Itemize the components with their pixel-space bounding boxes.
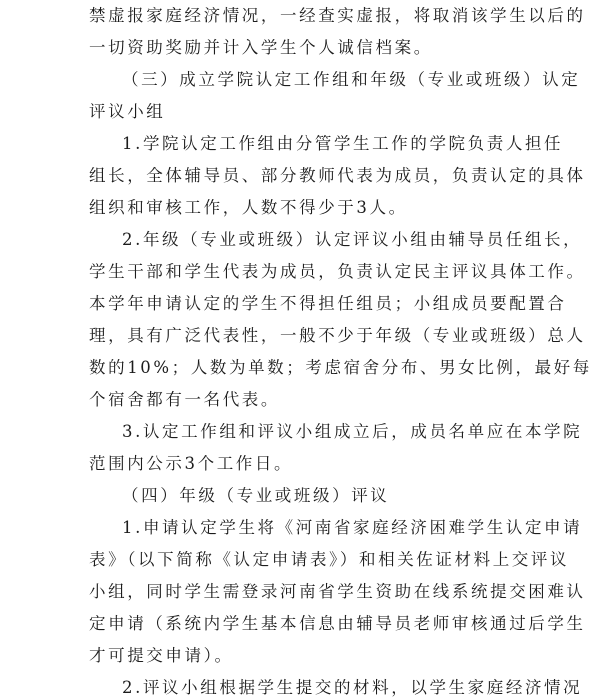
text-line: 组织和审核工作，人数不得少于3人。	[89, 198, 408, 217]
text-line: 理，具有广泛代表性，一般不少于年级（专业或班级）总人	[89, 326, 586, 345]
text-line: 才可提交申请）。	[89, 646, 234, 665]
text-line: 学生干部和学生代表为成员，负责认定民主评议具体工作。	[89, 262, 586, 281]
text-line: 3.认定工作组和评议小组成立后，成员名单应在本学院	[122, 422, 583, 441]
text-line: 本学年申请认定的学生不得担任组员；小组成员要配置合	[89, 294, 567, 313]
text-line: 一切资助奖励并计入学生个人诚信档案。	[89, 38, 433, 57]
section-heading: （四）年级（专业或班级）评议	[122, 486, 390, 505]
text-line: 范围内公示3个工作日。	[89, 454, 294, 473]
section-heading: （三）成立学院认定工作组和年级（专业或班级）认定	[122, 70, 581, 89]
text-line: 定申请（系统内学生基本信息由辅导员老师审核通过后学生	[89, 614, 586, 633]
text-line: 1.申请认定学生将《河南省家庭经济困难学生认定申请	[122, 518, 583, 537]
text-line: 数的10%；人数为单数；考虑宿舍分布、男女比例，最好每	[89, 358, 592, 377]
text-line: 表》（以下简称《认定申请表》）和相关佐证材料上交评议	[89, 550, 570, 569]
text-line: 组长，全体辅导员、部分教师代表为成员，负责认定的具体	[89, 166, 586, 185]
text-line: 1.学院认定工作组由分管学生工作的学院负责人担任	[122, 134, 564, 153]
section-heading-continued: 评议小组	[89, 102, 166, 121]
text-line: 个宿舍都有一名代表。	[89, 390, 280, 409]
text-line: 禁虚报家庭经济情况，一经查实虚报，将取消该学生以后的	[89, 6, 586, 25]
text-line: 小组，同时学生需登录河南省学生资助在线系统提交困难认	[89, 582, 586, 601]
text-line: 2.评议小组根据学生提交的材料，以学生家庭经济情况	[122, 678, 583, 697]
text-line: 2.年级（专业或班级）认定评议小组由辅导员任组长，	[122, 230, 583, 249]
